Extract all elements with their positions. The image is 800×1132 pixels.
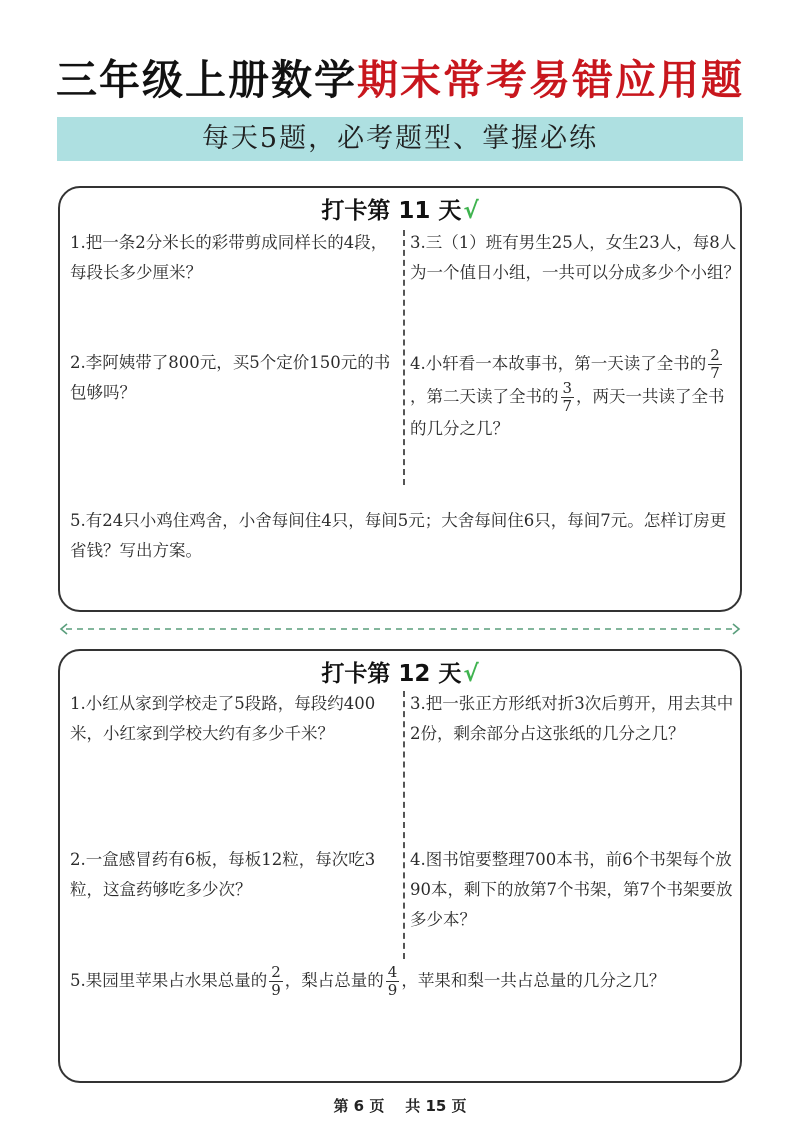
page-title xyxy=(0,52,800,108)
fraction-denominator: 9 xyxy=(271,981,281,999)
checkmark-icon: √ xyxy=(463,198,479,224)
day-12-title-text: 打卡第 12 天 xyxy=(321,661,462,687)
day-11-title-text: 打卡第 11 天 xyxy=(321,198,462,224)
day-11-question-1: 1.把一条2分米长的彩带剪成同样长的4段，每段长多少厘米？ xyxy=(70,233,388,282)
q5-text-a: 5.果园里苹果占水果总量的 xyxy=(70,971,268,990)
day-12-card xyxy=(58,649,742,1083)
day-12-question-4: 4.图书馆要整理700本书，前6个书架每个放90本，剩下的放第7个书架，第7个书架要放多少本？ xyxy=(410,850,733,929)
day-12-question-2: 2.一盒感冒药有6板，每板12粒，每次吃3粒，这盒药够吃多少次？ xyxy=(70,850,376,899)
fraction-2-9 xyxy=(269,965,283,998)
q5-text-b: ，梨占总量的 xyxy=(284,971,384,990)
day-11-question-2: 2.李阿姨带了800元，买5个定价150元的书包够吗？ xyxy=(70,353,391,402)
title-highlight: 期末常考易错应用题 xyxy=(357,56,744,104)
q4-text-c: ，两天一共读了全书的几分之几？ xyxy=(410,387,725,438)
title-main: 三年级上册数学 xyxy=(56,56,357,104)
fraction-denominator: 9 xyxy=(387,981,398,999)
q4-text-a: 4.小轩看一本故事书，第一天读了全书的 xyxy=(410,354,707,373)
dashed-divider xyxy=(403,691,405,959)
q4-text-b: ，第二天读了全书的 xyxy=(410,387,559,406)
dashed-arrow-line xyxy=(58,622,742,636)
fraction-denominator: 7 xyxy=(710,364,720,382)
day-11-question-5: 5.有24只小鸡住鸡舍，小舍每间住4只，每间5元；大舍每间住6只，每间7元。怎样订房更省钱？写出方案。 xyxy=(70,511,727,560)
day-12-question-5 xyxy=(70,965,740,998)
day-11-card xyxy=(58,186,742,612)
fraction-4-9 xyxy=(386,965,400,998)
section-separator xyxy=(58,622,742,636)
checkmark-icon: √ xyxy=(463,661,479,687)
q5-text-c: ，苹果和梨一共占总量的几分之几？ xyxy=(401,971,666,990)
fraction-numerator: 3 xyxy=(562,379,573,397)
day-12-question-1: 1.小红从家到学校走了5段路，每段约400米，小红家到学校大约有多少千米？ xyxy=(70,694,376,743)
subtitle-text: 每天5题，必考题型、掌握必练 xyxy=(201,123,599,154)
day-12-question-3: 3.把一张正方形纸对折3次后剪开，用去其中2份，剩余部分占这张纸的几分之几？ xyxy=(410,694,734,743)
fraction-2-7 xyxy=(708,348,722,381)
day-11-question-4 xyxy=(410,348,740,444)
fraction-3-7 xyxy=(561,381,575,414)
day-11-question-3: 3.三（1）班有男生25人，女生23人，每8人为一个值日小组，一共可以分成多少个小组？ xyxy=(410,233,740,282)
dashed-divider xyxy=(403,230,405,485)
day-11-title xyxy=(60,196,740,226)
page-footer: 第 6 页 共 15 页 xyxy=(333,1097,467,1115)
day-12-title xyxy=(60,659,740,689)
subtitle-banner xyxy=(57,117,743,161)
fraction-numerator: 2 xyxy=(710,346,720,364)
fraction-denominator: 7 xyxy=(562,397,573,415)
fraction-numerator: 4 xyxy=(387,963,398,981)
fraction-numerator: 2 xyxy=(271,963,281,981)
